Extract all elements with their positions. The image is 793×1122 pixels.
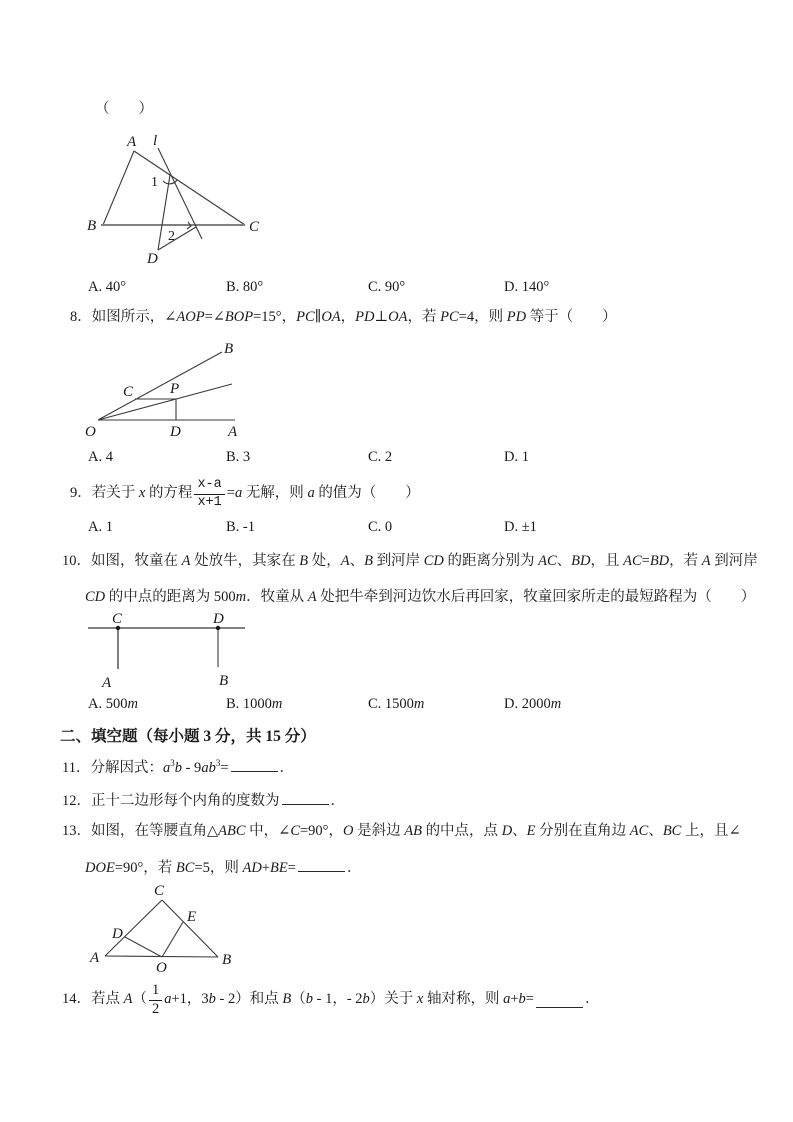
q8-text: 8．如图所示，∠AOP=∠BOP=15°，PC∥OA，PD⊥OA，若 PC=4，则 PD 等于（ ） [70,309,617,325]
section-2-header: 二、填空题（每小题 3 分，共 15 分） [60,728,316,745]
point-label-b: B [87,218,97,234]
q13-answer-blank [298,857,345,872]
q8-options-row [0,448,793,468]
q13-text-body: DOE=90°，若 BC=5，则 AD+BE= [85,860,296,876]
q9-fraction [194,478,224,511]
q9-option-b: B. -1 [226,519,255,535]
q10-option-c: C. 1500m [368,696,425,712]
point-label-b: B [219,673,229,689]
q7-option-b: B. 80° [226,279,264,295]
q7-option-c: C. 90° [368,279,406,295]
q9-option-a: A. 1 [88,519,113,535]
q10-options-row [0,695,793,715]
ray-ob [98,352,222,420]
q7-option-d: D. 140° [504,279,550,295]
q7-figure [85,130,275,270]
q13-figure [90,882,240,982]
point-label-c: C [123,384,134,400]
point-label-a: A [102,675,112,691]
q12-text-body: 12．正十二边形每个内角的度数为 [62,793,280,809]
point-label-b: B [222,952,232,968]
point-label-d: D [213,611,224,627]
point-label-d: D [170,424,181,440]
q14-text-suffix: a+1，3b - 2）和点 B（b - 1，- 2b）关于 x 轴对称，则 a+b= [164,991,534,1008]
line-label-l: l [153,133,158,149]
q11-text-tail: ． [279,760,294,776]
q10-figure [85,610,250,695]
point-label-c: C [154,883,165,899]
segment-d-to-l [158,227,196,250]
q9-fraction-denominator: x+1 [197,494,222,510]
point-label-o: O [156,960,167,976]
q8-option-b: B. 3 [226,449,251,465]
q9-option-d: D. ±1 [504,519,537,535]
q14-fraction [149,983,162,1018]
q9-options-row [0,518,793,538]
q10-option-d: D. 2000m [504,696,562,712]
q9-fraction-numerator: x-a [194,478,224,495]
ray-op [98,384,232,420]
point-label-e: E [187,909,197,925]
q9-text-prefix: 9．若关于 x 的方程 [70,485,193,502]
q8-option-d: D. 1 [504,449,529,465]
q12-text [62,790,345,812]
q8-figure [80,340,255,442]
point-label-a: A [127,134,137,150]
q14-text [62,980,599,1020]
q8-option-c: C. 2 [368,449,393,465]
angle-2-label: 2 [168,229,175,244]
q14-text-prefix: 14．若点 A（ [62,991,147,1008]
point-label-a: A [90,950,100,966]
q8-option-a: A. 4 [88,449,113,465]
q13-text-line1: 13．如图，在等腰直角△ABC 中，∠C=90°，O 是斜边 AB 的中点，点 D、E 分别在直角边 AC、BC 上，且∠ [62,823,741,839]
segment-oe [162,922,183,957]
point-label-d: D [112,926,123,942]
segment-ba [103,151,134,225]
q7-answer-parentheses: （ ） [95,101,153,117]
point-label-c: C [112,611,123,627]
q12-text-tail: ． [330,793,345,809]
q10-text-line1: 10．如图，牧童在 A 处放牛，其家在 B 处，A、B 到河岸 CD 的距离分别为 AC、BD，且 AC=BD，若 A 到河岸 [62,553,758,569]
q14-fraction-numerator: 1 [149,983,162,1001]
q13-text-line2 [85,857,361,879]
q14-fraction-denominator: 2 [151,1000,160,1017]
q9-text [70,474,420,514]
q7-options-row [0,278,793,298]
q11-answer-blank [231,757,278,772]
q11-text [62,757,294,779]
point-label-b: B [224,341,234,357]
q9-text-suffix: =a 无解，则 a 的值为（ ） [226,485,420,502]
point-label-o: O [85,424,96,440]
q12-answer-blank [282,790,329,805]
q14-answer-blank [536,993,583,1008]
point-label-p: P [170,381,180,397]
q7-option-a: A. 40° [88,279,127,295]
point-label-a: A [228,424,238,440]
q14-text-tail: ． [584,991,600,1008]
q10-option-a: A. 500m [88,696,138,712]
q9-option-c: C. 0 [368,519,393,535]
point-label-d: D [147,251,158,267]
segment-do [125,937,162,957]
angle-1-label: 1 [151,175,158,190]
q13-text-tail: ． [346,860,362,876]
q11-text-body: 11．分解因式：$a^3b - 9ab^3=$ [62,758,229,776]
point-label-c: C [249,219,260,235]
q10-option-b: B. 1000m [226,696,283,712]
q10-text-line2: CD 的中点的距离为 500m．牧童从 A 处把牛牵到河边饮水后再回家，牧童回家所走的最短路程为（ ） [85,589,756,605]
